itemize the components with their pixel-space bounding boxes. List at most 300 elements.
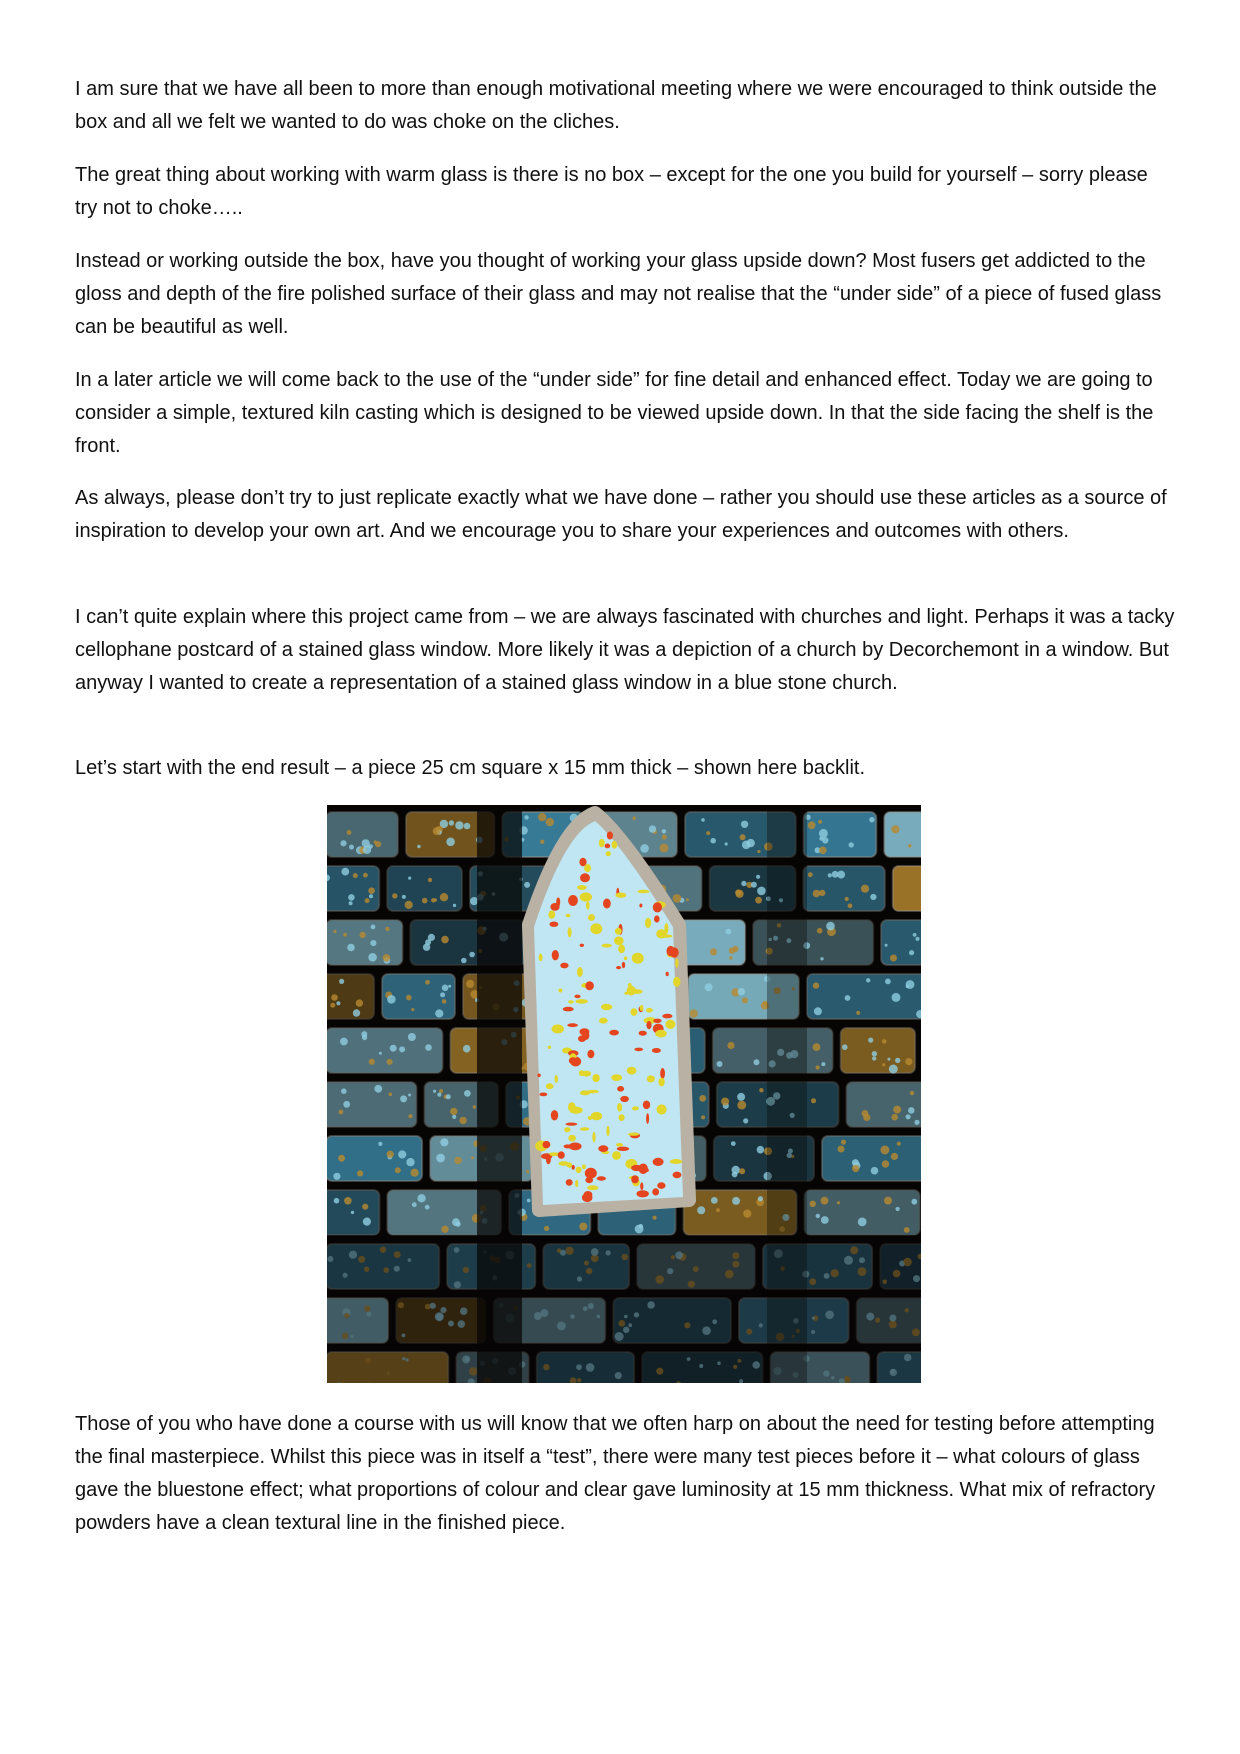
stone-speckle [470,897,478,905]
stone-speckle [897,1142,901,1146]
stone-speckle [333,930,336,933]
glass-fleck [546,1154,551,1165]
glass-fleck [646,1021,651,1029]
glass-fleck [639,1164,648,1175]
glass-fleck [597,1176,606,1180]
stone-speckle [383,954,391,962]
stone-speckle [349,845,354,850]
glass-fleck [560,963,568,969]
glass-fleck [653,1019,661,1023]
stone-speckle [757,1146,765,1154]
stone-block [327,1082,417,1127]
stone-speckle [872,1056,876,1060]
stone-speckle [353,1009,360,1016]
stone-speckle [390,1045,397,1052]
stone-speckle [842,1044,848,1050]
stone-speckle [450,1108,457,1115]
stone-speckle [732,1166,740,1174]
glass-fleck [569,1143,582,1151]
glass-fleck [550,922,559,927]
stone-speckle [747,839,755,847]
stone-speckle [471,1156,474,1159]
glass-fleck [555,1075,558,1083]
glass-fleck [657,1104,667,1114]
glass-fleck [591,1112,602,1120]
paragraph-upside-down: Instead or working outside the box, have you thought of working your glass upside down? Most fusers get addicted to the gloss and depth of the fire polished surface of their glass and may not realise that the “under side” of a piece of fused glass can be beautiful as well. [75,250,1162,338]
stone-speckle [370,940,376,946]
stone-speckle [737,1101,746,1110]
stone-speckle [400,1095,407,1102]
stone-speckle [841,1140,846,1145]
glass-fleck [637,890,649,894]
glass-fleck [566,1179,573,1186]
stone-block [805,1190,920,1235]
stone-speckle [743,1118,748,1123]
glass-fleck [660,934,673,937]
stone-speckle [813,982,819,988]
stone-speckle [882,1160,889,1167]
stone-block [893,866,921,911]
stone-block [884,812,921,857]
stone-speckle [697,1206,705,1214]
artwork-svg [327,805,921,1383]
glass-fleck [617,1147,629,1151]
stone-speckle [905,1058,912,1065]
glass-fleck [652,1048,661,1053]
stone-speckle [437,1093,441,1097]
stone-speckle [442,985,449,992]
stone-speckle [406,1158,414,1166]
stone-speckle [741,821,748,828]
glass-fleck [670,947,679,957]
stone-speckle [732,1197,740,1205]
glass-fleck [566,914,571,918]
glass-fleck [634,1048,643,1052]
stone-speckle [813,890,820,897]
stone-speckle [891,1153,898,1160]
glass-fleck [606,851,611,856]
stone-speckle [736,890,744,898]
glass-fleck [616,893,627,898]
stone-block [822,1136,921,1181]
stone-speckle [538,813,546,821]
stone-speckle [725,842,728,845]
stone-speckle [411,1169,419,1177]
stone-speckle [906,980,915,989]
stone-speckle [639,1224,643,1228]
stone-speckle [673,894,682,903]
stone-speckle [699,1095,706,1102]
stone-speckle [810,1201,816,1207]
stone-speckle [344,1197,352,1205]
stone-speckle [732,946,738,952]
glass-fleck [624,957,628,961]
stone-speckle [880,1146,889,1155]
stone-speckle [813,1043,821,1051]
stone-speckle [756,875,760,879]
stone-speckle [822,837,828,843]
stone-speckle [817,928,823,934]
glass-fleck [580,892,592,901]
stone-block [841,1028,915,1073]
stone-speckle [441,1226,448,1233]
stone-speckle [524,882,530,888]
stone-speckle [463,1045,471,1053]
stone-speckle [710,948,717,955]
glass-fleck [657,1182,665,1189]
stone-speckle [363,1218,371,1226]
glass-fleck [628,1133,639,1136]
stone-speckle [852,1165,859,1172]
stone-speckle [374,1085,382,1093]
stone-speckle [333,1173,340,1180]
glass-fleck [575,1180,578,1188]
glass-fleck [598,1145,608,1152]
glass-fleck [537,1074,540,1078]
stone-speckle [363,873,368,878]
stone-speckle [379,1052,382,1055]
glass-fleck [639,904,642,908]
glass-fleck [601,1004,612,1010]
paragraph-inspiration: As always, please don’t try to just replicate exactly what we have done – rather you should use these articles as a source of inspiration to develop your own art. And we encourage you to share your experiences and outcomes with others. [75,487,1167,542]
glass-fleck [592,1074,599,1082]
stone-speckle [544,1226,549,1231]
stone-speckle [837,871,845,879]
stone-block [807,974,921,1019]
stone-speckle [425,939,431,945]
stone-speckle [711,1197,718,1204]
stone-speckle [339,1110,344,1115]
stone-speckle [340,1038,348,1046]
glass-fleck [588,914,595,921]
glass-fleck [628,983,632,987]
stone-speckle [911,1199,917,1205]
stone-speckle [392,893,397,898]
stone-block [327,920,402,965]
stone-speckle [353,873,358,878]
stone-speckle [343,1101,350,1108]
stone-speckle [914,1120,919,1125]
glass-fleck [611,1074,622,1081]
glass-fleck [558,1151,565,1158]
glass-fleck [587,1050,594,1059]
stone-speckle [741,881,746,886]
stone-speckle [890,955,897,962]
stone-speckle [455,821,463,829]
glass-fleck [612,841,618,849]
stone-speckle [896,1207,900,1211]
stone-speckle [757,850,760,853]
glass-fleck [572,1165,575,1170]
glass-fleck [568,1000,574,1003]
stone-speckle [742,997,748,1003]
glass-fleck [584,864,591,872]
stone-speckle [891,825,899,833]
stone-block [847,1082,922,1127]
stone-speckle [399,1046,405,1052]
glass-fleck [584,1191,593,1198]
stone-speckle [454,1157,461,1164]
stone-speckle [464,1090,471,1097]
paragraph-end-result: Let’s start with the end result – a piece 25 cm square x 15 mm thick – shown here backlit. [75,757,866,779]
glass-fleck [592,1132,595,1143]
stone-speckle [374,840,377,843]
stone-speckle [436,1154,445,1163]
stone-speckle [870,894,876,900]
glass-fleck [660,1068,665,1079]
stone-speckle [885,979,891,985]
glass-fleck [582,1031,589,1040]
stone-speckle [442,999,447,1004]
glass-fleck [617,1086,624,1092]
stone-speckle [808,821,816,829]
glass-fleck [564,1127,570,1132]
stone-speckle [449,820,454,825]
glass-fleck [616,966,621,969]
stone-speckle [819,847,827,855]
stone-speckle [440,1138,448,1146]
glass-fleck [673,1172,682,1179]
stone-speckle [371,925,376,930]
glass-fleck [673,977,680,987]
glass-fleck [576,1167,582,1173]
stone-speckle [866,978,870,982]
glass-fleck [662,1014,672,1019]
glass-fleck [653,1158,664,1166]
glass-fleck [620,1096,629,1102]
stone-speckle [819,829,828,838]
glass-fleck [646,1008,653,1013]
stone-speckle [816,1214,820,1218]
stone-speckle [398,1150,406,1158]
stone-speckle [721,1098,729,1106]
stone-speckle [453,904,456,907]
stone-speckle [378,1142,382,1146]
stone-speckle [913,933,917,937]
stone-speckle [856,1011,860,1015]
glass-fleck [576,999,588,1004]
stone-speckle [717,1061,723,1067]
stone-speckle [417,845,420,848]
stone-speckle [861,885,869,893]
paragraph-project-origin: I can’t quite explain where this project came from – we are always fascinated with churches and light. Perhaps it was a tacky cellophane postcard of a stained glass window. More likely it was a depiction of a church by Decorchemont in a window. But anyway I wanted to create a representation of a stained glass window in a blue stone church. [75,606,1175,694]
stone-speckle [649,825,656,832]
stone-speckle [706,831,710,835]
glass-fleck [653,902,662,912]
stone-speckle [814,1007,822,1015]
stone-speckle [441,936,449,944]
stone-speckle [743,1210,751,1218]
stone-speckle [440,893,448,901]
glass-fleck [654,915,660,922]
glass-fleck [580,1127,589,1130]
glass-fleck [566,1123,578,1126]
stone-speckle [838,1146,845,1153]
glass-fleck [552,950,559,960]
glass-fleck [599,839,605,847]
stone-speckle [469,952,475,958]
stone-speckle [632,816,636,820]
glass-fleck [540,1093,548,1097]
stone-speckle [716,1208,720,1212]
glass-fleck [627,1067,637,1075]
glass-fleck [548,910,555,918]
stone-speckle [882,1063,885,1066]
stone-speckle [828,873,832,877]
stone-speckle [737,1093,745,1101]
glass-fleck [569,1057,578,1064]
stone-speckle [871,1167,879,1175]
stone-speckle [433,898,437,902]
stone-speckle [909,950,914,955]
stone-speckle [872,1051,877,1056]
glass-fleck [652,1188,659,1195]
stone-speckle [740,834,746,840]
glass-fleck [631,1175,639,1183]
stone-speckle [808,872,813,877]
stone-speckle [435,1009,443,1017]
stone-speckle [408,1033,416,1041]
stone-speckle [446,1094,451,1099]
stone-speckle [895,1058,900,1063]
glass-fleck [574,995,580,999]
stone-speckle [339,979,344,984]
stone-speckle [365,898,370,903]
stone-speckle [826,922,835,931]
glass-fleck [615,928,622,935]
glass-fleck [543,1141,551,1148]
stone-speckle [362,839,370,847]
stone-speckle [464,823,471,830]
stone-speckle [466,980,474,988]
stone-speckle [406,995,412,1001]
stone-speckle [446,838,455,847]
stone-speckle [727,1042,734,1049]
stone-speckle [863,1114,870,1121]
stone-speckle [452,1218,460,1226]
stone-speckle [820,957,823,960]
stone-speckle [845,897,849,901]
glass-fleck [606,1126,609,1136]
glass-fleck [605,844,611,849]
stone-speckle [459,1117,466,1124]
stone-speckle [473,1105,476,1108]
glass-fleck [599,1018,608,1024]
stone-speckle [368,887,375,894]
stone-speckle [527,1199,531,1203]
glass-fleck [659,1078,665,1087]
stone-speckle [837,1201,840,1204]
glass-fleck [619,1114,625,1121]
stone-speckle [882,1039,887,1044]
glass-fleck [617,1103,622,1112]
glass-fleck [664,923,668,934]
stone-speckle [579,1223,587,1231]
glass-fleck [616,1143,623,1147]
stone-speckle [389,1093,393,1097]
stone-speckle [889,1065,898,1074]
glass-fleck [647,1075,655,1082]
stone-speckle [343,933,347,937]
stone-speckle [751,882,757,888]
paragraph-no-box: The great thing about working with warm glass is there is no box – except for the one you build for yourself – sorry please try not to choke….. [75,164,1148,219]
stone-speckle [845,995,851,1001]
glass-fleck [643,1101,650,1110]
stone-speckle [701,1115,705,1119]
stone-speckle [440,992,445,997]
glass-fleck [637,1190,649,1197]
glass-fleck [640,1005,644,1011]
stone-speckle [540,840,544,844]
glass-fleck [563,1007,574,1012]
glass-fleck [612,1151,621,1160]
stone-speckle [759,1088,763,1092]
stone-speckle [758,1196,763,1201]
stone-speckle [428,878,432,882]
stone-speckle [916,937,920,941]
stone-speckle [546,818,555,827]
stone-speckle [660,844,669,853]
glass-fleck [580,873,590,882]
glass-fleck [567,1162,573,1167]
glass-fleck [666,972,669,976]
stone-speckle [417,1194,425,1202]
glass-fleck [631,989,643,994]
stone-speckle [412,1202,417,1207]
stone-speckle [408,1114,412,1118]
stone-speckle [387,995,396,1004]
glass-fleck [558,989,562,993]
glass-fleck [580,944,584,947]
glass-fleck [646,1113,649,1124]
stone-speckle [349,901,353,905]
stone-speckle [448,985,451,988]
stone-speckle [341,1088,347,1094]
stone-speckle [729,956,732,959]
glass-fleck [546,1083,554,1089]
stone-speckle [821,1216,829,1224]
glass-fleck [577,967,583,977]
glass-fleck [568,1135,576,1142]
stone-speckle [357,1170,363,1176]
stone-speckle [816,1065,820,1069]
stone-speckle [433,1090,436,1093]
stone-speckle [757,887,766,896]
stone-speckle [662,829,666,833]
stone-speckle [686,898,689,901]
stone-speckle [710,838,716,844]
stone-speckle [821,1197,829,1205]
stone-speckle [369,1059,375,1065]
stone-speckle [425,1044,432,1051]
glass-fleck [552,1024,564,1033]
glass-fleck [539,954,543,962]
stone-speckle [754,1059,760,1065]
stone-speckle [362,1035,367,1040]
stone-speckle [849,842,854,847]
stone-speckle [362,1204,368,1210]
glass-fleck [632,1106,639,1110]
glass-fleck [614,936,624,945]
glass-fleck [603,899,611,909]
stone-speckle [731,1141,736,1146]
stone-speckle [848,903,853,908]
stone-speckle [526,1170,529,1173]
glass-fleck [568,1102,576,1112]
stone-speckle [811,1098,816,1103]
stone-speckle [908,1107,915,1114]
glass-fleck [595,927,599,933]
